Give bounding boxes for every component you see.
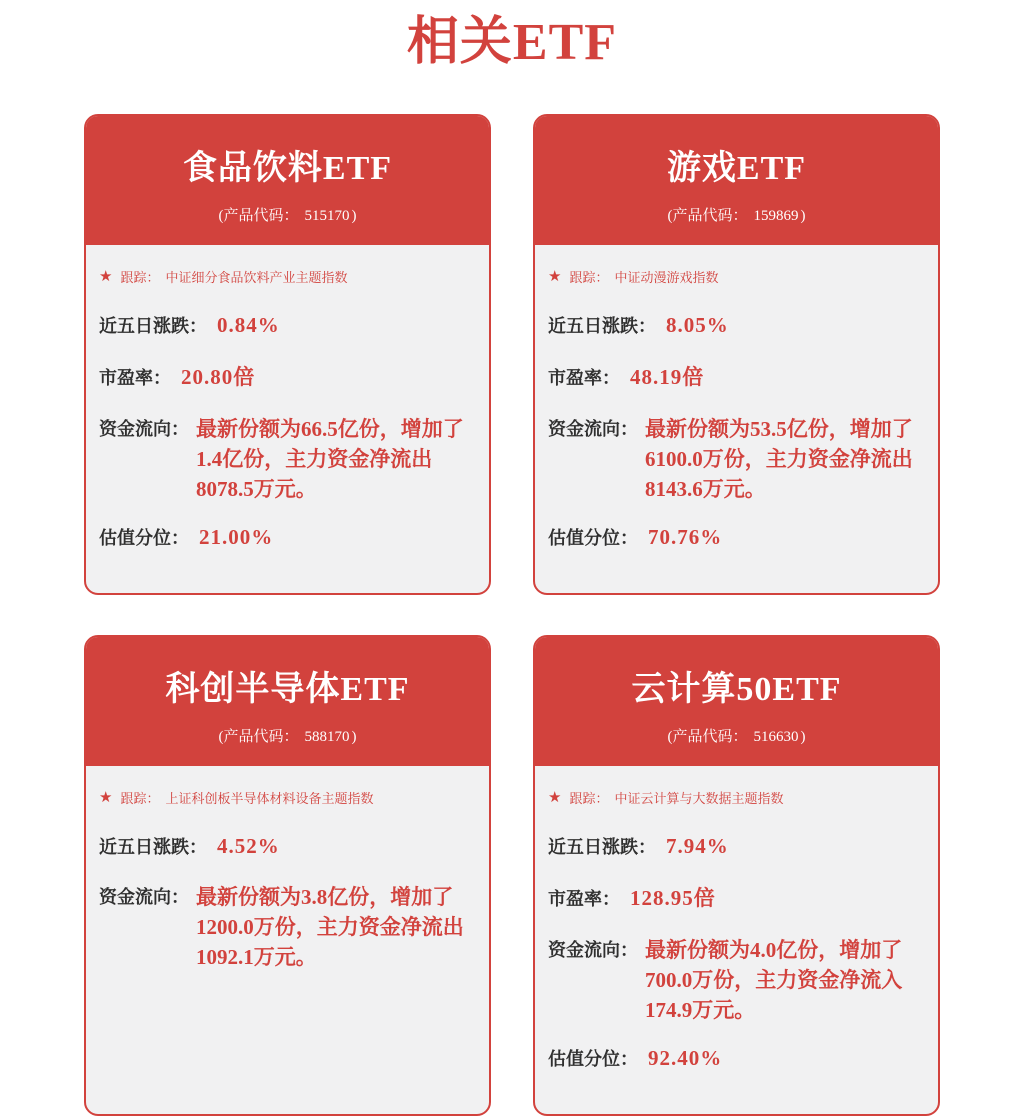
- card-header: [535, 637, 938, 766]
- change-5d-row: [548, 312, 918, 338]
- fund-flow-text: 最新份额为66.5亿份，增加了1.4亿份，主力资金净流出8078.5万元。: [196, 417, 464, 502]
- code-suffix: ): [351, 729, 357, 746]
- valuation-value: 92.40%: [648, 1046, 723, 1071]
- change-5d-row: [99, 833, 469, 859]
- change-5d-value: 4.52%: [217, 834, 280, 859]
- tracking-label: 跟踪：: [120, 270, 160, 286]
- fund-flow-text: 最新份额为4.0亿份，增加了700.0万份，主力资金净流入174.9万元。: [645, 938, 903, 1023]
- star-icon: ★: [99, 789, 113, 807]
- code-prefix: (产品代码：: [218, 729, 299, 746]
- card-header: [86, 637, 489, 766]
- tracking-label: 跟踪：: [120, 791, 160, 807]
- tracking-label: 跟踪：: [569, 791, 609, 807]
- change-5d-value: 8.05%: [666, 313, 729, 338]
- valuation-row: [548, 524, 918, 550]
- fund-flow-label: 资金流向：: [99, 419, 189, 440]
- change-5d-label: 近五日涨跌：: [99, 837, 207, 858]
- code-number: 588170: [304, 729, 350, 746]
- etf-name: 食品饮料ETF: [182, 150, 393, 188]
- change-5d-value: 0.84%: [217, 313, 280, 338]
- code-number: 516630: [753, 729, 799, 746]
- etf-cards-grid: [84, 114, 940, 1116]
- change-5d-label: 近五日涨跌：: [99, 316, 207, 337]
- tracking-index: 中证细分食品饮料产业主题指数: [165, 270, 348, 286]
- tracking-index: 中证动漫游戏指数: [614, 270, 719, 286]
- pe-ratio-label: 市盈率：: [548, 889, 620, 910]
- etf-product-code: [96, 204, 479, 225]
- etf-product-code: [96, 725, 479, 746]
- code-prefix: (产品代码：: [667, 729, 748, 746]
- etf-card-star-semiconductor: [84, 635, 491, 1116]
- code-suffix: ): [800, 729, 806, 746]
- tracking-row: [99, 788, 469, 807]
- card-body: [535, 766, 938, 1114]
- etf-card-cloud-computing-50: [533, 635, 940, 1116]
- change-5d-row: [99, 312, 469, 338]
- valuation-label: 估值分位：: [99, 528, 189, 549]
- etf-product-code: [545, 204, 928, 225]
- change-5d-label: 近五日涨跌：: [548, 837, 656, 858]
- tracking-index: 上证科创板半导体材料设备主题指数: [165, 791, 374, 807]
- star-icon: ★: [99, 268, 113, 286]
- etf-card-food-beverage: [84, 114, 491, 595]
- code-suffix: ): [800, 208, 806, 225]
- code-number: 515170: [304, 208, 350, 225]
- etf-product-code: [545, 725, 928, 746]
- fund-flow-label: 资金流向：: [548, 940, 638, 961]
- valuation-label: 估值分位：: [548, 528, 638, 549]
- page-title: 相关ETF: [406, 14, 618, 71]
- tracking-label: 跟踪：: [569, 270, 609, 286]
- valuation-row: [99, 524, 469, 550]
- pe-ratio-value: 20.80倍: [181, 365, 256, 390]
- change-5d-label: 近五日涨跌：: [548, 316, 656, 337]
- code-number: 159869: [753, 208, 799, 225]
- fund-flow-text: 最新份额为53.5亿份，增加了6100.0万份，主力资金净流出8143.6万元。: [645, 417, 913, 502]
- fund-flow-row: [548, 414, 918, 504]
- star-icon: ★: [548, 268, 562, 286]
- valuation-value: 70.76%: [648, 525, 723, 550]
- code-suffix: ): [351, 208, 357, 225]
- valuation-row: [548, 1045, 918, 1071]
- tracking-index: 中证云计算与大数据主题指数: [614, 791, 784, 807]
- card-body: [535, 245, 938, 593]
- etf-name: 云计算50ETF: [631, 671, 842, 709]
- fund-flow-label: 资金流向：: [548, 419, 638, 440]
- card-header: [86, 116, 489, 245]
- fund-flow-row: [99, 414, 469, 504]
- pe-ratio-row: [548, 882, 918, 912]
- card-header: [535, 116, 938, 245]
- etf-card-gaming: [533, 114, 940, 595]
- change-5d-row: [548, 833, 918, 859]
- fund-flow-row: [548, 935, 918, 1025]
- etf-name: 科创半导体ETF: [165, 671, 410, 709]
- pe-ratio-value: 48.19倍: [630, 365, 705, 390]
- fund-flow-label: 资金流向：: [99, 887, 189, 908]
- code-prefix: (产品代码：: [667, 208, 748, 225]
- pe-ratio-row: [99, 361, 469, 391]
- card-body: [86, 766, 489, 1114]
- star-icon: ★: [548, 789, 562, 807]
- tracking-row: [99, 267, 469, 286]
- valuation-label: 估值分位：: [548, 1049, 638, 1070]
- code-prefix: (产品代码：: [218, 208, 299, 225]
- pe-ratio-row: [548, 361, 918, 391]
- change-5d-value: 7.94%: [666, 834, 729, 859]
- tracking-row: [548, 267, 918, 286]
- pe-ratio-label: 市盈率：: [99, 368, 171, 389]
- fund-flow-text: 最新份额为3.8亿份，增加了1200.0万份，主力资金净流出1092.1万元。: [196, 885, 464, 970]
- card-body: [86, 245, 489, 593]
- pe-ratio-value: 128.95倍: [630, 886, 716, 911]
- valuation-value: 21.00%: [199, 525, 274, 550]
- fund-flow-row: [99, 882, 469, 972]
- tracking-row: [548, 788, 918, 807]
- pe-ratio-label: 市盈率：: [548, 368, 620, 389]
- etf-name: 游戏ETF: [666, 150, 807, 188]
